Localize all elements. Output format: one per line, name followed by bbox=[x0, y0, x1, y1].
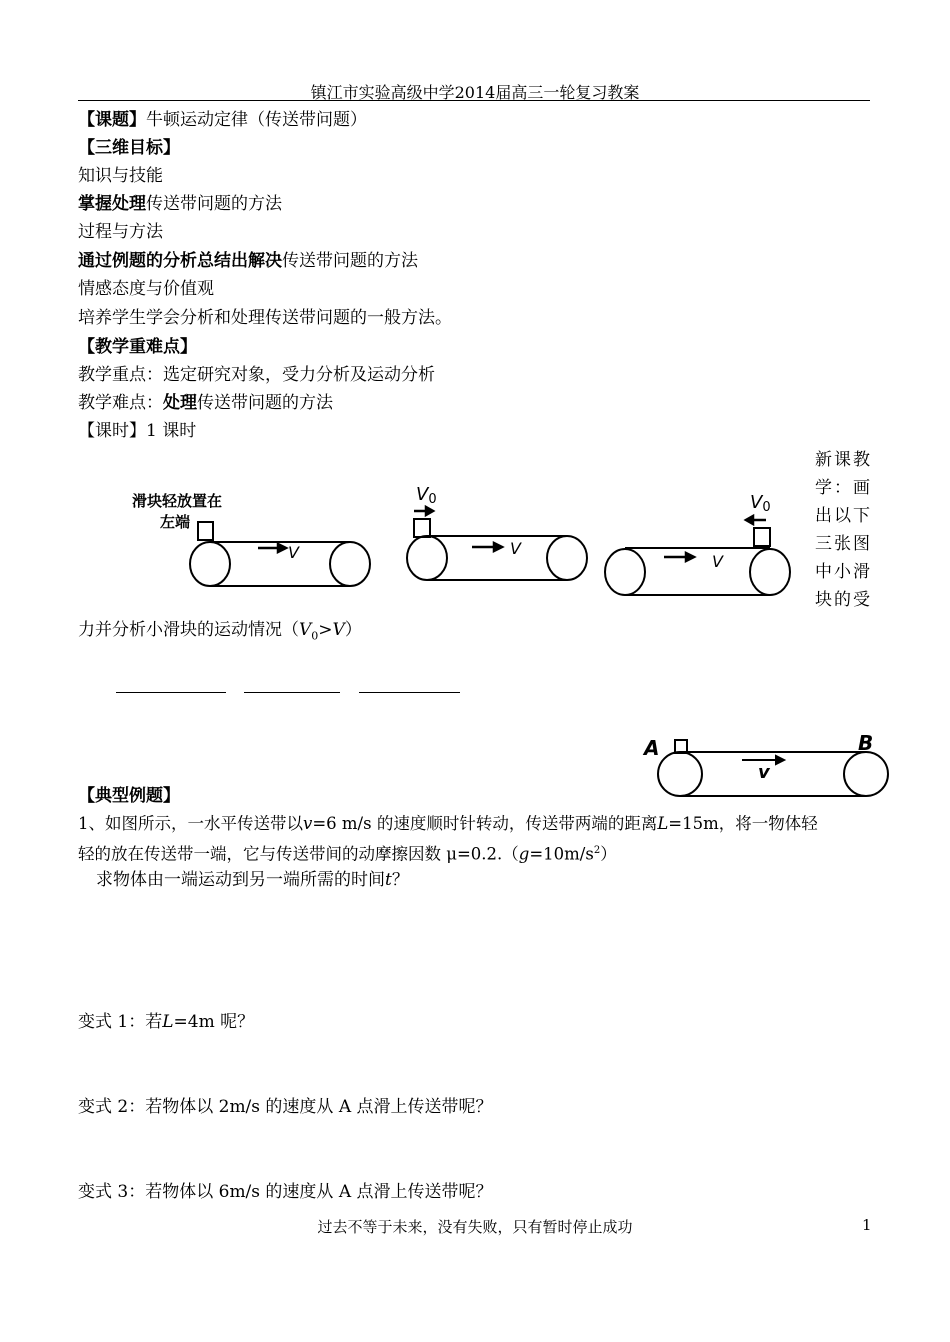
difficult-bold: 处理 bbox=[163, 393, 197, 413]
fig3-block bbox=[754, 528, 770, 546]
key-title: 【教学重难点】 bbox=[78, 337, 197, 357]
var1-pre: 变式 1：若 bbox=[78, 1012, 163, 1032]
ex-p2-g: g bbox=[518, 844, 530, 864]
fig1-left-roller bbox=[190, 542, 230, 586]
ex-p2-sup: 2 bbox=[593, 845, 601, 856]
difficult-rest: 传送带问题的方法 bbox=[197, 393, 333, 413]
cont-pre: 力并分析小滑块的运动情况（ bbox=[78, 620, 299, 640]
cont-v0: V bbox=[299, 620, 312, 640]
variant-2: 变式 2：若物体以 2m/s 的速度从 A 点滑上传送带呢？ bbox=[78, 1097, 493, 1117]
ex-q: 求物体由一端运动到另一端所需的时间 bbox=[96, 870, 385, 890]
fig3-left-roller bbox=[605, 549, 645, 595]
goal-process-rest: 传送带问题的方法 bbox=[282, 251, 418, 271]
answer-blank-2[interactable] bbox=[244, 692, 340, 693]
goal-knowledge: 知识与技能 bbox=[78, 166, 163, 186]
fig4-left-roller bbox=[658, 752, 702, 796]
fig3-right-roller bbox=[750, 549, 790, 595]
ex-p2-b: =10m/s bbox=[529, 844, 594, 864]
fig4-v-label: v bbox=[758, 762, 770, 783]
answer-blank-1[interactable] bbox=[116, 692, 226, 693]
fig3-v0-label bbox=[750, 492, 771, 515]
answer-blank-3[interactable] bbox=[359, 692, 460, 693]
ex-p2-c: ） bbox=[600, 844, 617, 864]
difficult-point bbox=[78, 393, 333, 413]
goal-process: 过程与方法 bbox=[78, 222, 163, 242]
goal-attitude-text: 培养学生学会分析和处理传送带问题的一般方法。 bbox=[78, 308, 452, 328]
topic-tag: 【课题】 bbox=[78, 110, 146, 130]
fig1-v-label: V bbox=[288, 543, 299, 562]
example-question bbox=[96, 870, 409, 890]
fig4-b-label: B bbox=[858, 731, 874, 755]
example-line1 bbox=[78, 814, 818, 834]
cont-v: V bbox=[332, 620, 345, 640]
fig2-v0-letter: V bbox=[416, 484, 429, 505]
cont-mid: > bbox=[318, 620, 333, 640]
page-number: 1 bbox=[862, 1216, 872, 1234]
goal-process-bold: 通过例题的分析总结出解决 bbox=[78, 251, 282, 271]
goal-knowledge-rest: 传送带问题的方法 bbox=[146, 194, 282, 214]
period-line: 【课时】1 课时 bbox=[78, 421, 197, 441]
fig2-right-roller bbox=[547, 536, 587, 580]
goal-knowledge-text bbox=[78, 194, 282, 214]
topic-text: 牛顿运动定律（传送带问题） bbox=[146, 110, 367, 130]
example-line2 bbox=[78, 841, 617, 865]
fig2-v0-sub: 0 bbox=[428, 492, 437, 507]
figure-instruction-cont bbox=[78, 620, 362, 646]
header-rule bbox=[78, 100, 870, 101]
fig4-a-label: A bbox=[644, 736, 660, 760]
key-point: 教学重点：选定研究对象，受力分析及运动分析 bbox=[78, 365, 435, 385]
var1-L: L bbox=[162, 1012, 174, 1032]
goal-knowledge-bold: 掌握处理 bbox=[78, 194, 146, 214]
goal-process-text bbox=[78, 251, 418, 271]
difficult-pre: 教学难点： bbox=[78, 393, 163, 413]
fig2-left-roller bbox=[407, 536, 447, 580]
example-conveyor-figure bbox=[640, 728, 900, 798]
fig3-v-label: V bbox=[712, 552, 723, 571]
example-title: 【典型例题】 bbox=[78, 786, 180, 806]
fig1-label-line2: 左端 bbox=[160, 513, 191, 531]
ex-q-end: ？ bbox=[391, 870, 409, 890]
side-text: 新课教学：画出以下三张图中小滑块的受 bbox=[815, 450, 872, 610]
ex-p1-L: L bbox=[657, 814, 669, 833]
fig3-v0-sub: 0 bbox=[762, 500, 771, 515]
var1-rest: =4m 呢？ bbox=[173, 1012, 255, 1032]
fig2-block bbox=[414, 519, 430, 537]
cont-v0-sub: 0 bbox=[311, 629, 319, 643]
fig4-right-roller bbox=[844, 752, 888, 796]
fig3-v0-letter: V bbox=[750, 492, 763, 513]
ex-p2: 轻的放在传送带一端，它与传送带间的动摩擦因数 μ=0.2.（ bbox=[78, 844, 519, 864]
topic-line bbox=[78, 110, 367, 130]
fig1-label-line1: 滑块轻放置在 bbox=[132, 492, 223, 510]
fig2-v0-label bbox=[416, 484, 437, 507]
variant-3: 变式 3：若物体以 6m/s 的速度从 A 点滑上传送带呢？ bbox=[78, 1182, 493, 1202]
fig1-block bbox=[198, 522, 213, 540]
ex-p1-c: =15m，将一物体轻 bbox=[668, 814, 818, 833]
fig2-v-label: V bbox=[510, 539, 521, 558]
ex-p1-v: v bbox=[303, 814, 313, 833]
ex-p1-b: =6 m/s 的速度顺时针转动，传送带两端的距离 bbox=[312, 814, 658, 833]
variant-1 bbox=[78, 1012, 254, 1032]
conveyor-figures bbox=[120, 480, 800, 610]
ex-p1: 1、如图所示，一水平传送带以 bbox=[78, 814, 303, 833]
footer-motto: 过去不等于未来，没有失败，只有暂时停止成功 bbox=[317, 1218, 633, 1236]
page-header: 镇江市实验高级中学2014届高三一轮复习教案 bbox=[310, 83, 640, 102]
cont-end: ） bbox=[344, 620, 362, 640]
goals-title: 【三维目标】 bbox=[78, 138, 180, 158]
goal-attitude: 情感态度与价值观 bbox=[78, 279, 214, 299]
ex-q-t: t bbox=[385, 870, 392, 890]
fig1-right-roller bbox=[330, 542, 370, 586]
